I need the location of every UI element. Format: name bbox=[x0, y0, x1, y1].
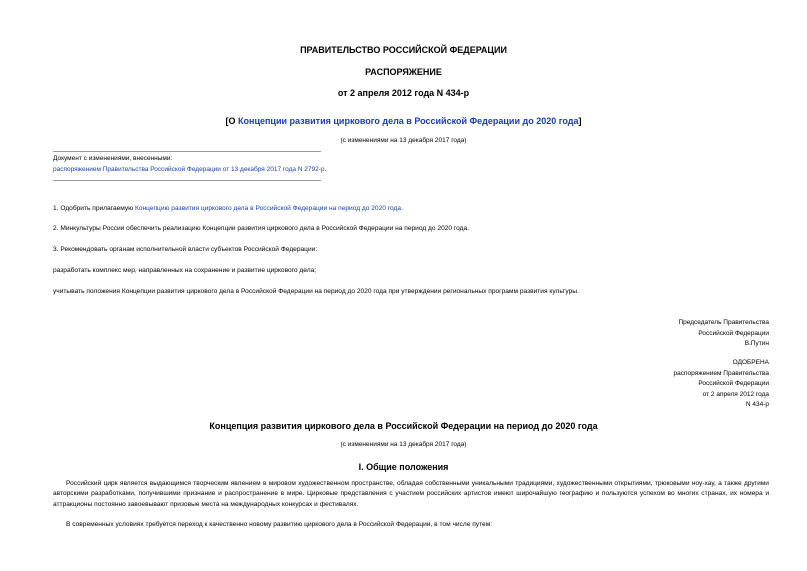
changes-line bbox=[53, 166, 326, 173]
approval-line-2: распоряжением Правительства bbox=[673, 369, 769, 377]
item-3b: учитывать положения Концепции развития циркового дела в Российской Федерации на период до 2020 года при утверждении региональных программ развития культуры. bbox=[53, 288, 579, 295]
signature-block bbox=[678, 318, 769, 350]
item-1 bbox=[53, 205, 403, 212]
approval-line-3: Российской Федерации bbox=[698, 380, 769, 387]
paragraph-2: В современных условиях требуется переход к качественно новому развитию циркового дела в Российской Федерации, в том числе путем: bbox=[66, 521, 493, 528]
approval-line-4: от 2 апреля 2012 года bbox=[702, 390, 769, 398]
item-1-suffix: . bbox=[401, 205, 403, 212]
approval-line-5: N 434-р bbox=[745, 401, 769, 408]
title-link[interactable]: Концепции развития циркового дела в Российской Федерации до 2020 года bbox=[238, 116, 579, 126]
concept-link[interactable]: Концепцию развития циркового дела в Российской Федерации на период до 2020 года bbox=[134, 205, 402, 212]
government-heading: ПРАВИТЕЛЬСТВО РОССИЙСКОЙ ФЕДЕРАЦИИ bbox=[300, 45, 507, 55]
section-heading: I. Общие положения bbox=[358, 462, 449, 472]
document-title bbox=[0, 116, 807, 126]
amended-note: (с изменениями на 13 декабря 2017 года) bbox=[340, 137, 467, 144]
amendment-link[interactable]: распоряжением Правительства Российской Федерации от 13 декабря 2017 года N 2792-р bbox=[53, 166, 325, 173]
title-bracket-open: [О bbox=[225, 116, 239, 126]
signature-line-1: Председатель Правительства bbox=[678, 319, 769, 326]
document-type: РАСПОРЯЖЕНИЕ bbox=[365, 67, 442, 77]
item-2: 2. Минкультуры России обеспечить реализацию Концепции развития циркового дела в Российской Федерации на период до 2020 года. bbox=[53, 225, 470, 232]
item-1-prefix: 1. Одобрить прилагаемую bbox=[53, 205, 135, 212]
document-date-number: от 2 апреля 2012 года N 434-р bbox=[337, 88, 470, 98]
signature-name: В.Путин bbox=[744, 340, 769, 347]
divider-top bbox=[53, 151, 321, 152]
concept-amended-note: (с изменениями на 13 декабря 2017 года) bbox=[340, 441, 467, 448]
changes-label: Документ с изменениями, внесенными: bbox=[53, 155, 173, 162]
approval-block bbox=[674, 358, 769, 411]
item-3: 3. Рекомендовать органам исполнительной власти субъектов Российской Федерации: bbox=[53, 246, 318, 253]
divider-bottom bbox=[53, 180, 321, 181]
paragraph-1: Российский цирк является выдающимся творческим явлением в мировом художественном пространстве, обладая собственными уникальными традициями, художественными открытиями, трюковыми ноу-хау, а также другими авторскими разработками, получившими признание и распространение в мире. Цирковые представления с участием российских артистов имеют широчайшую географию и пользуются успехом во многих странах, их номера и аттракционы постоянно завоевывают призовые места на международных конкурсах и фестивалях. bbox=[53, 480, 769, 508]
amendment-link-end: . bbox=[324, 166, 327, 173]
concept-title: Концепция развития циркового дела в Российской Федерации на период до 2020 года bbox=[209, 421, 598, 431]
title-bracket-close: ] bbox=[578, 116, 582, 126]
approval-line-1: ОДОБРЕНА bbox=[732, 359, 769, 366]
signature-line-2: Российской Федерации bbox=[698, 329, 769, 337]
item-3a: разработать комплекс мер, направленных на сохранение и развитие циркового дела; bbox=[53, 267, 317, 274]
